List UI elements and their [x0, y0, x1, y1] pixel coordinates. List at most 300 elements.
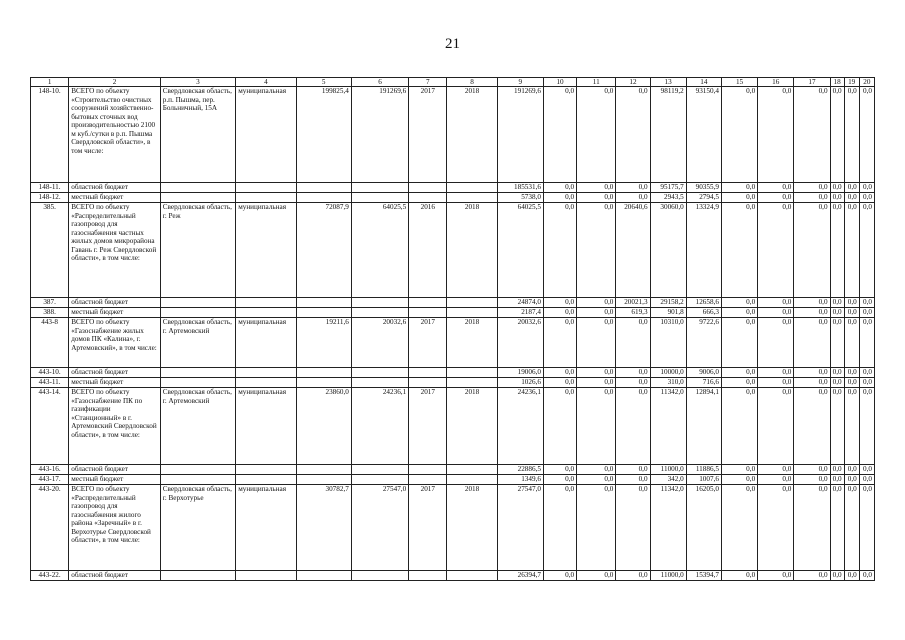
cell-fin-17: 0,0: [794, 485, 830, 571]
cell-total: 24236,1: [497, 388, 543, 465]
cell-object-name: ВСЕГО по объекту «Газоснабжение жилых домов ПК «Калина», г. Артемовский», в том числе:: [69, 318, 161, 368]
cell-row-number: 443-22.: [31, 571, 69, 581]
cell-ownership: [236, 475, 296, 485]
cell-total: 191269,6: [497, 87, 543, 183]
cell-fin-13: 901,8: [650, 308, 686, 318]
cell-fin-20: 0,0: [859, 308, 874, 318]
cell-fin-10: 0,0: [543, 318, 576, 368]
table-row: [31, 368, 875, 378]
cell-fin-20: 0,0: [859, 87, 874, 183]
cell-location: Свердловская область, р.п. Пышма, пер. Больничный, 15А: [160, 87, 235, 183]
cell-remaining-cost: [351, 193, 408, 203]
cell-fin-19: 0,0: [844, 87, 859, 183]
cell-start-year: [409, 298, 447, 308]
cell-fin-18: 0,0: [830, 378, 844, 388]
cell-start-year: [409, 368, 447, 378]
cell-fin-19: 0,0: [844, 571, 859, 581]
cell-object-name: местный бюджет: [69, 308, 161, 318]
cell-fin-12: 20021,3: [616, 298, 650, 308]
cell-fin-14: 666,3: [686, 308, 721, 318]
cell-fin-12: 0,0: [616, 465, 650, 475]
cell-fin-12: 0,0: [616, 388, 650, 465]
cell-end-year: 2018: [447, 203, 497, 298]
cell-fin-16: 0,0: [758, 203, 794, 298]
cell-total: 24874,0: [497, 298, 543, 308]
cell-object-name: ВСЕГО по объекту «Газоснабжение ПК по газификации «Станционный» в г. Артемовский Свердловской области», в том числе:: [69, 388, 161, 465]
cell-end-year: [447, 298, 497, 308]
cell-location: [160, 308, 235, 318]
table-row: [31, 318, 875, 368]
cell-estimated-cost: 72087,9: [296, 203, 351, 298]
cell-fin-15: 0,0: [721, 465, 757, 475]
cell-fin-15: 0,0: [721, 183, 757, 193]
cell-fin-20: 0,0: [859, 465, 874, 475]
cell-fin-18: 0,0: [830, 203, 844, 298]
cell-fin-11: 0,0: [577, 87, 616, 183]
column-number: 14: [686, 78, 721, 87]
cell-remaining-cost: [351, 465, 408, 475]
column-number: 15: [721, 78, 757, 87]
cell-fin-16: 0,0: [758, 388, 794, 465]
cell-estimated-cost: [296, 368, 351, 378]
cell-fin-12: 0,0: [616, 368, 650, 378]
cell-remaining-cost: [351, 571, 408, 581]
cell-fin-11: 0,0: [577, 308, 616, 318]
cell-row-number: 443-11.: [31, 378, 69, 388]
cell-location: Свердловская область, г. Артемовский: [160, 318, 235, 368]
cell-total: 27547,0: [497, 485, 543, 571]
cell-object-name: областной бюджет: [69, 465, 161, 475]
cell-total: 5738,0: [497, 193, 543, 203]
cell-fin-13: 11342,0: [650, 388, 686, 465]
table-row: [31, 571, 875, 581]
cell-fin-14: 12658,6: [686, 298, 721, 308]
cell-total: 26394,7: [497, 571, 543, 581]
cell-fin-12: 0,0: [616, 485, 650, 571]
cell-object-name: областной бюджет: [69, 183, 161, 193]
cell-start-year: [409, 571, 447, 581]
column-number: 16: [758, 78, 794, 87]
cell-fin-10: 0,0: [543, 485, 576, 571]
cell-object-name: ВСЕГО по объекту «Распределительный газопровод для газоснабжения жилого района «Заречный» в г. Верхотурье Свердловской области», в том числе:: [69, 485, 161, 571]
cell-fin-11: 0,0: [577, 203, 616, 298]
cell-fin-18: 0,0: [830, 388, 844, 465]
cell-fin-14: 716,6: [686, 378, 721, 388]
cell-ownership: [236, 368, 296, 378]
cell-remaining-cost: 191269,6: [351, 87, 408, 183]
cell-remaining-cost: [351, 183, 408, 193]
table-row: [31, 183, 875, 193]
column-number: 13: [650, 78, 686, 87]
cell-fin-20: 0,0: [859, 183, 874, 193]
column-number: 18: [830, 78, 844, 87]
cell-fin-15: 0,0: [721, 318, 757, 368]
cell-fin-19: 0,0: [844, 485, 859, 571]
cell-fin-17: 0,0: [794, 193, 830, 203]
cell-fin-19: 0,0: [844, 308, 859, 318]
cell-fin-12: 0,0: [616, 571, 650, 581]
cell-fin-18: 0,0: [830, 485, 844, 571]
table-row: [31, 465, 875, 475]
cell-fin-16: 0,0: [758, 308, 794, 318]
cell-fin-13: 11342,0: [650, 485, 686, 571]
cell-fin-15: 0,0: [721, 485, 757, 571]
cell-fin-13: 30060,0: [650, 203, 686, 298]
column-number: 5: [296, 78, 351, 87]
table-row: [31, 475, 875, 485]
cell-total: 1026,6: [497, 378, 543, 388]
cell-end-year: [447, 308, 497, 318]
cell-fin-14: 16205,0: [686, 485, 721, 571]
cell-total: 64025,5: [497, 203, 543, 298]
cell-fin-12: 20640,6: [616, 203, 650, 298]
cell-row-number: 443-20.: [31, 485, 69, 571]
cell-fin-18: 0,0: [830, 571, 844, 581]
cell-fin-13: 2943,5: [650, 193, 686, 203]
cell-row-number: 388.: [31, 308, 69, 318]
cell-ownership: муниципальная: [236, 318, 296, 368]
cell-fin-14: 1007,6: [686, 475, 721, 485]
cell-end-year: [447, 193, 497, 203]
cell-fin-11: 0,0: [577, 465, 616, 475]
cell-object-name: местный бюджет: [69, 475, 161, 485]
column-number: 1: [31, 78, 69, 87]
cell-object-name: областной бюджет: [69, 368, 161, 378]
cell-fin-17: 0,0: [794, 465, 830, 475]
cell-ownership: муниципальная: [236, 203, 296, 298]
cell-fin-11: 0,0: [577, 475, 616, 485]
cell-row-number: 443-8: [31, 318, 69, 368]
cell-fin-11: 0,0: [577, 318, 616, 368]
cell-fin-19: 0,0: [844, 298, 859, 308]
cell-fin-11: 0,0: [577, 378, 616, 388]
column-number: 17: [794, 78, 830, 87]
table-row: [31, 193, 875, 203]
cell-location: [160, 571, 235, 581]
table-row: [31, 485, 875, 571]
cell-row-number: 148-12.: [31, 193, 69, 203]
cell-fin-10: 0,0: [543, 388, 576, 465]
cell-location: [160, 298, 235, 308]
cell-fin-11: 0,0: [577, 388, 616, 465]
cell-fin-17: 0,0: [794, 203, 830, 298]
cell-remaining-cost: 64025,5: [351, 203, 408, 298]
cell-fin-19: 0,0: [844, 388, 859, 465]
cell-total: 19006,0: [497, 368, 543, 378]
cell-end-year: [447, 378, 497, 388]
cell-fin-18: 0,0: [830, 475, 844, 485]
cell-fin-15: 0,0: [721, 298, 757, 308]
cell-fin-17: 0,0: [794, 87, 830, 183]
cell-start-year: 2017: [409, 388, 447, 465]
cell-start-year: [409, 183, 447, 193]
cell-row-number: 443-17.: [31, 475, 69, 485]
cell-fin-15: 0,0: [721, 475, 757, 485]
cell-estimated-cost: [296, 193, 351, 203]
cell-total: 1349,6: [497, 475, 543, 485]
cell-fin-14: 13324,9: [686, 203, 721, 298]
cell-ownership: [236, 183, 296, 193]
cell-fin-10: 0,0: [543, 308, 576, 318]
cell-fin-20: 0,0: [859, 368, 874, 378]
cell-fin-14: 9006,0: [686, 368, 721, 378]
column-number: 3: [160, 78, 235, 87]
cell-fin-19: 0,0: [844, 465, 859, 475]
cell-fin-13: 11000,0: [650, 571, 686, 581]
cell-estimated-cost: [296, 308, 351, 318]
cell-estimated-cost: [296, 571, 351, 581]
cell-location: [160, 368, 235, 378]
column-number: 2: [69, 78, 161, 87]
cell-fin-12: 0,0: [616, 318, 650, 368]
table-row: [31, 388, 875, 465]
cell-end-year: 2018: [447, 318, 497, 368]
cell-fin-15: 0,0: [721, 308, 757, 318]
cell-fin-17: 0,0: [794, 368, 830, 378]
cell-fin-13: 29158,2: [650, 298, 686, 308]
cell-remaining-cost: 24236,1: [351, 388, 408, 465]
cell-start-year: 2017: [409, 318, 447, 368]
cell-start-year: 2017: [409, 87, 447, 183]
cell-start-year: 2017: [409, 485, 447, 571]
cell-fin-14: 11886,5: [686, 465, 721, 475]
cell-fin-16: 0,0: [758, 368, 794, 378]
cell-fin-19: 0,0: [844, 183, 859, 193]
cell-fin-16: 0,0: [758, 571, 794, 581]
cell-total: 2187,4: [497, 308, 543, 318]
cell-fin-11: 0,0: [577, 183, 616, 193]
cell-fin-14: 15394,7: [686, 571, 721, 581]
cell-estimated-cost: 19211,6: [296, 318, 351, 368]
cell-ownership: [236, 308, 296, 318]
cell-ownership: муниципальная: [236, 87, 296, 183]
cell-ownership: [236, 571, 296, 581]
cell-fin-20: 0,0: [859, 388, 874, 465]
cell-fin-13: 10310,0: [650, 318, 686, 368]
cell-fin-15: 0,0: [721, 87, 757, 183]
cell-fin-19: 0,0: [844, 203, 859, 298]
cell-fin-10: 0,0: [543, 183, 576, 193]
table-row: [31, 87, 875, 183]
cell-fin-11: 0,0: [577, 193, 616, 203]
column-number: 19: [844, 78, 859, 87]
cell-fin-17: 0,0: [794, 475, 830, 485]
cell-fin-20: 0,0: [859, 318, 874, 368]
cell-fin-15: 0,0: [721, 378, 757, 388]
column-number: 6: [351, 78, 408, 87]
cell-fin-12: 0,0: [616, 183, 650, 193]
cell-start-year: 2016: [409, 203, 447, 298]
cell-fin-10: 0,0: [543, 465, 576, 475]
cell-end-year: [447, 183, 497, 193]
cell-estimated-cost: [296, 465, 351, 475]
cell-row-number: 148-11.: [31, 183, 69, 193]
cell-fin-16: 0,0: [758, 465, 794, 475]
cell-row-number: 385.: [31, 203, 69, 298]
cell-fin-10: 0,0: [543, 203, 576, 298]
cell-object-name: местный бюджет: [69, 378, 161, 388]
cell-ownership: [236, 298, 296, 308]
cell-fin-11: 0,0: [577, 571, 616, 581]
cell-start-year: [409, 308, 447, 318]
cell-end-year: [447, 571, 497, 581]
cell-total: 20032,6: [497, 318, 543, 368]
cell-object-name: ВСЕГО по объекту «Распределительный газопровод для газоснабжения частных жилых домов микрорайона Гавань г. Реж Свердловской области», в том числе:: [69, 203, 161, 298]
cell-fin-17: 0,0: [794, 571, 830, 581]
cell-fin-10: 0,0: [543, 378, 576, 388]
cell-fin-13: 98119,2: [650, 87, 686, 183]
cell-fin-14: 9722,6: [686, 318, 721, 368]
cell-fin-20: 0,0: [859, 571, 874, 581]
cell-object-name: областной бюджет: [69, 298, 161, 308]
cell-location: Свердловская область, г. Верхотурье: [160, 485, 235, 571]
cell-ownership: [236, 193, 296, 203]
cell-remaining-cost: 20032,6: [351, 318, 408, 368]
cell-fin-18: 0,0: [830, 193, 844, 203]
cell-fin-17: 0,0: [794, 183, 830, 193]
cell-total: 22886,5: [497, 465, 543, 475]
cell-fin-15: 0,0: [721, 571, 757, 581]
investment-table: [30, 77, 875, 581]
cell-fin-18: 0,0: [830, 87, 844, 183]
cell-row-number: 443-10.: [31, 368, 69, 378]
column-number: 7: [409, 78, 447, 87]
cell-estimated-cost: [296, 475, 351, 485]
cell-location: Свердловская область, г. Артемовский: [160, 388, 235, 465]
cell-fin-20: 0,0: [859, 475, 874, 485]
cell-row-number: 148-10.: [31, 87, 69, 183]
cell-fin-12: 0,0: [616, 378, 650, 388]
cell-estimated-cost: [296, 183, 351, 193]
cell-object-name: областной бюджет: [69, 571, 161, 581]
cell-fin-15: 0,0: [721, 388, 757, 465]
cell-fin-20: 0,0: [859, 378, 874, 388]
cell-fin-10: 0,0: [543, 368, 576, 378]
cell-remaining-cost: [351, 475, 408, 485]
cell-estimated-cost: [296, 378, 351, 388]
cell-fin-18: 0,0: [830, 368, 844, 378]
cell-ownership: муниципальная: [236, 388, 296, 465]
cell-location: [160, 475, 235, 485]
cell-fin-18: 0,0: [830, 298, 844, 308]
cell-fin-20: 0,0: [859, 298, 874, 308]
table-row: [31, 378, 875, 388]
cell-fin-16: 0,0: [758, 183, 794, 193]
cell-fin-14: 2794,5: [686, 193, 721, 203]
cell-end-year: 2018: [447, 485, 497, 571]
cell-object-name: ВСЕГО по объекту «Строительство очистных сооружений хозяйственно-бытовых сточных вод производительностью 2100 м куб./сутки в р.п. Пышма Свердловской области», в том числе:: [69, 87, 161, 183]
cell-end-year: 2018: [447, 87, 497, 183]
cell-fin-12: 619,3: [616, 308, 650, 318]
cell-fin-19: 0,0: [844, 475, 859, 485]
cell-total: 185531,6: [497, 183, 543, 193]
column-number: 10: [543, 78, 576, 87]
cell-object-name: местный бюджет: [69, 193, 161, 203]
cell-fin-10: 0,0: [543, 571, 576, 581]
cell-fin-11: 0,0: [577, 368, 616, 378]
cell-fin-13: 11000,0: [650, 465, 686, 475]
cell-fin-10: 0,0: [543, 475, 576, 485]
cell-fin-20: 0,0: [859, 485, 874, 571]
cell-fin-19: 0,0: [844, 193, 859, 203]
cell-fin-14: 90355,9: [686, 183, 721, 193]
table-row: [31, 203, 875, 298]
cell-fin-14: 12894,1: [686, 388, 721, 465]
cell-fin-13: 310,0: [650, 378, 686, 388]
cell-fin-13: 342,0: [650, 475, 686, 485]
cell-end-year: [447, 465, 497, 475]
cell-fin-17: 0,0: [794, 318, 830, 368]
cell-fin-13: 95175,7: [650, 183, 686, 193]
cell-fin-11: 0,0: [577, 485, 616, 571]
column-number: 9: [497, 78, 543, 87]
cell-fin-19: 0,0: [844, 378, 859, 388]
cell-fin-17: 0,0: [794, 388, 830, 465]
cell-fin-10: 0,0: [543, 298, 576, 308]
column-number: 20: [859, 78, 874, 87]
cell-fin-19: 0,0: [844, 318, 859, 368]
column-number: 12: [616, 78, 650, 87]
cell-fin-13: 10000,0: [650, 368, 686, 378]
column-number-row: [31, 78, 875, 87]
cell-ownership: муниципальная: [236, 485, 296, 571]
cell-remaining-cost: [351, 368, 408, 378]
cell-start-year: [409, 475, 447, 485]
cell-location: [160, 193, 235, 203]
cell-fin-10: 0,0: [543, 87, 576, 183]
cell-fin-12: 0,0: [616, 87, 650, 183]
cell-fin-20: 0,0: [859, 203, 874, 298]
cell-fin-16: 0,0: [758, 485, 794, 571]
cell-fin-19: 0,0: [844, 368, 859, 378]
table-row: [31, 298, 875, 308]
cell-fin-17: 0,0: [794, 308, 830, 318]
cell-fin-18: 0,0: [830, 183, 844, 193]
cell-row-number: 443-14.: [31, 388, 69, 465]
cell-estimated-cost: 30782,7: [296, 485, 351, 571]
cell-remaining-cost: 27547,0: [351, 485, 408, 571]
cell-remaining-cost: [351, 298, 408, 308]
cell-fin-16: 0,0: [758, 298, 794, 308]
table-row: [31, 308, 875, 318]
cell-location: [160, 183, 235, 193]
column-number: 8: [447, 78, 497, 87]
cell-fin-17: 0,0: [794, 378, 830, 388]
cell-end-year: [447, 368, 497, 378]
cell-fin-15: 0,0: [721, 193, 757, 203]
cell-fin-16: 0,0: [758, 378, 794, 388]
cell-remaining-cost: [351, 378, 408, 388]
column-number: 11: [577, 78, 616, 87]
cell-end-year: [447, 475, 497, 485]
cell-start-year: [409, 465, 447, 475]
cell-start-year: [409, 193, 447, 203]
cell-end-year: 2018: [447, 388, 497, 465]
cell-fin-16: 0,0: [758, 87, 794, 183]
cell-estimated-cost: [296, 298, 351, 308]
cell-location: [160, 465, 235, 475]
cell-fin-17: 0,0: [794, 298, 830, 308]
cell-row-number: 443-16.: [31, 465, 69, 475]
cell-ownership: [236, 465, 296, 475]
column-number: 4: [236, 78, 296, 87]
cell-fin-16: 0,0: [758, 193, 794, 203]
cell-location: [160, 378, 235, 388]
page-number: 21: [445, 36, 460, 52]
cell-fin-18: 0,0: [830, 308, 844, 318]
cell-fin-18: 0,0: [830, 465, 844, 475]
cell-start-year: [409, 378, 447, 388]
